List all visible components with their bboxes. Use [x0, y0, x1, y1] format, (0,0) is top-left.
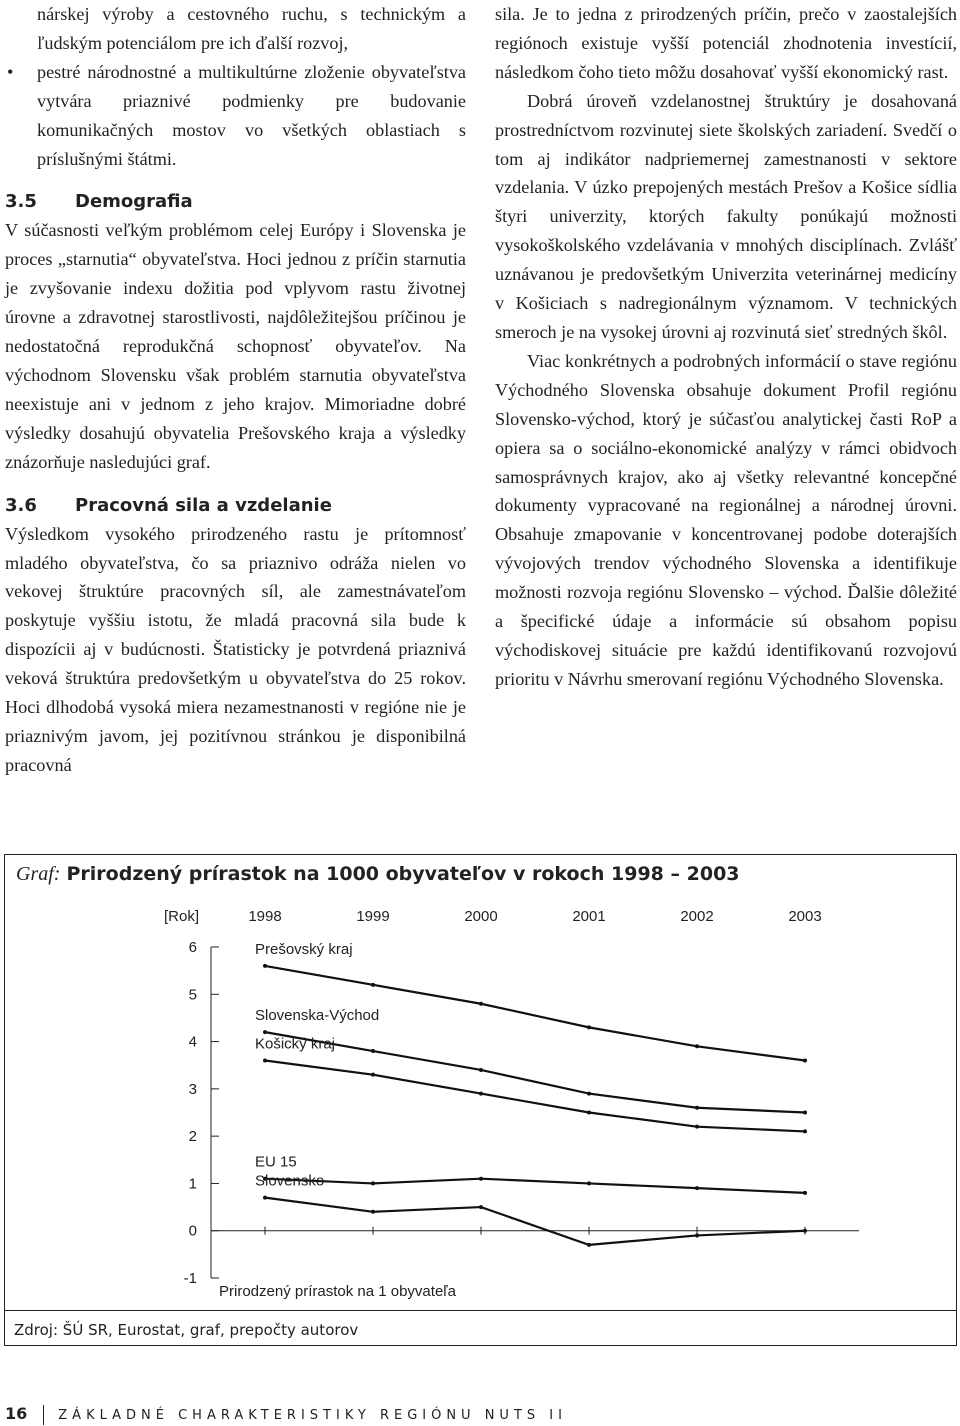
series-line — [265, 1032, 805, 1112]
data-point — [587, 1181, 591, 1185]
running-title: ZÁKLADNÉ CHARAKTERISTIKY REGIÓNU NUTS II — [58, 1408, 567, 1423]
data-point — [371, 983, 375, 987]
figure-label: Graf: — [16, 863, 61, 885]
y-tick-label: 1 — [188, 1175, 197, 1193]
x-tick-label: 2000 — [464, 908, 498, 925]
data-point — [371, 1073, 375, 1077]
data-point — [587, 1243, 591, 1247]
data-point — [371, 1181, 375, 1185]
series-label: Slovensko — [255, 1172, 325, 1190]
data-point — [263, 1030, 267, 1034]
paragraph-profil: Viac konkrétnych a podrobných informácií o stave regiónu Východného Slovenska obsahuje dokument Profil regiónu Slovensko-východ, ktorý je súčasťou analytickej časti RoP a opiera sa o sociálno-ekonomické analýzy v rámci obidvoch samosprávnych krajov, ako aj všetky relevantné koncepčné dokumenty vypracované na regionálnej a národnej úrovni. Obsahuje zmapovanie v koncentrovanej podobe doterajších vývojových trendov východného Slovenska a identifikuje možnosti rozvoja regiónu Slovensko – východ. Ďalšie dôležité a špecifické údaje a informácie sú obsahom popisu východiskovej situácie pre každú identifikovanú rozvojovú prioritu v Návrhu smerovaní regiónu Východného Slovenska. — [495, 350, 957, 689]
series-label: EU 15 — [255, 1153, 297, 1171]
data-point — [479, 1068, 483, 1072]
data-point — [263, 964, 267, 968]
y-tick-label: 0 — [188, 1222, 197, 1240]
bullet-marker: • — [7, 61, 14, 82]
line-chart — [5, 855, 956, 1310]
x-tick-label: 2001 — [572, 908, 606, 925]
y-tick-label: 4 — [188, 1033, 197, 1051]
bullet-item: • pestré národnostné a multikultúrne zloženie obyvateľstva vytvára priaznivé podmienky pre budovanie komunikačných mostov vo všetkých oblastiach s príslušnými štátmi. — [5, 58, 466, 174]
data-point — [479, 1177, 483, 1181]
footer-divider — [43, 1405, 44, 1425]
x-tick-label: 2002 — [680, 908, 714, 925]
left-column — [5, 0, 466, 780]
data-point — [479, 1205, 483, 1209]
series-label: Prešovský kraj — [255, 940, 353, 958]
series-line — [265, 1198, 805, 1245]
page-number: 16 — [5, 1404, 28, 1423]
data-point — [479, 1002, 483, 1006]
y-tick-label: -1 — [183, 1270, 197, 1287]
data-point — [479, 1092, 483, 1096]
series-line — [265, 1179, 805, 1193]
figure-source: Zdroj: ŠÚ SR, Eurostat, graf, prepočty autorov — [5, 1310, 956, 1339]
page-footer — [5, 1404, 955, 1425]
data-point — [587, 1092, 591, 1096]
x-tick-label: 2003 — [788, 908, 822, 925]
data-point — [263, 1058, 267, 1062]
right-column — [495, 0, 957, 694]
section-heading-demografia: 3.5 Demografia — [5, 191, 193, 213]
paragraph-sila: sila. Je to jedna z prirodzených príčin, prečo v zaostalejších regiónoch existuje vyšší potenciál zhodnotenia investícií, následkom čoho tieto môžu dosahovať vyšší ekonomický rast. — [495, 4, 957, 82]
data-point — [263, 1196, 267, 1200]
y-tick-label: 5 — [188, 986, 197, 1004]
x-unit-label: [Rok] — [163, 908, 199, 925]
x-tick-label: 1998 — [248, 908, 282, 925]
data-point — [803, 1191, 807, 1195]
data-point — [803, 1229, 807, 1233]
y-tick-label: 6 — [188, 939, 197, 956]
figure-box — [4, 854, 957, 1346]
data-point — [371, 1210, 375, 1214]
data-point — [695, 1233, 699, 1237]
data-point — [695, 1106, 699, 1110]
data-point — [803, 1058, 807, 1062]
data-point — [695, 1044, 699, 1048]
series-label: Košický kraj — [255, 1035, 336, 1053]
data-point — [587, 1025, 591, 1029]
data-point — [803, 1111, 807, 1115]
data-point — [587, 1111, 591, 1115]
data-point — [803, 1129, 807, 1133]
paragraph-vzdelanie: Dobrá úroveň vzdelanostnej štruktúry je dosahovaná prostredníctvom rozvinutej siete školských zariadení. Svedčí o tom aj indikátor nadpriemernej zamestnanosti v sektore vzdelania. V úzko prepojených mestách Prešov a Košice sídlia štyri univerzity, ktorých fakulty ponúkajú možnosti vysokoškolského vzdelávania v mnohých disciplínach. Zvlášť uznávanou je predovšetkým Univerzita veterinárnej medicíny v Košiciach s nadregionálnym významom. V technických smeroch je na vysokej úrovni aj rozvinutá sieť stredných škôl. — [495, 90, 957, 342]
y-tick-label: 2 — [188, 1128, 197, 1146]
series-label: Slovenska-Východ — [255, 1007, 380, 1025]
series-line — [265, 1060, 805, 1131]
data-point — [371, 1049, 375, 1053]
data-point — [695, 1186, 699, 1190]
data-point — [695, 1125, 699, 1129]
chart-annotation: Prirodzený prírastok na 1 obyvateľa — [219, 1283, 456, 1300]
paragraph-demografia: V súčasnosti veľkým problémom celej Európy i Slovenska je proces „starnutia“ obyvateľstva. Hoci jednou z príčin starnutia je zvyšovanie indexu dožitia pod vplyvom rastu životnej úrovne a zdravotnej starostlivosti, najdôležitejšou príčinou je nedostatočná reprodukčná schopnosť obyvateľov. Na východnom Slovensku však problém starnutia obyvateľstva neexistuje ani v jednom z jeho krajov. Mimoriadne dobré výsledky dosahujú obyvatelia Prešovského kraja a výsledky znázorňuje nasledujúci graf. — [5, 220, 466, 472]
y-tick-label: 3 — [188, 1080, 197, 1098]
figure-title-text: Prirodzený prírastok na 1000 obyvateľov v rokoch 1998 – 2003 — [66, 863, 740, 885]
bullet-continuation: nárskej výroby a cestovného ruchu, s technickým a ľudským potenciálom pre ich ďalší rozvoj, — [37, 4, 466, 53]
x-tick-label: 1999 — [356, 908, 390, 925]
section-heading-pracovna-sila: 3.6 Pracovná sila a vzdelanie — [5, 494, 332, 516]
paragraph-pracovna-sila: Výsledkom vysokého prirodzeného rastu je prítomnosť mladého obyvateľstva, čo sa priaznivo odráža nielen vo vekovej štruktúre pracovných síl, ale zamestnávateľom poskytuje vyššiu istotu, že mladá pracovná sila bude k dispozícii aj v budúcnosti. Štatisticky je potvrdená priaznivá veková štruktúra predovšetkým u obyvateľstva do 25 rokov. Hoci dlhodobá vysoká miera nezamestnanosti v regióne nie je priaznivým javom, jej pozitívnou stránkou je disponibilná pracovná — [5, 523, 466, 775]
